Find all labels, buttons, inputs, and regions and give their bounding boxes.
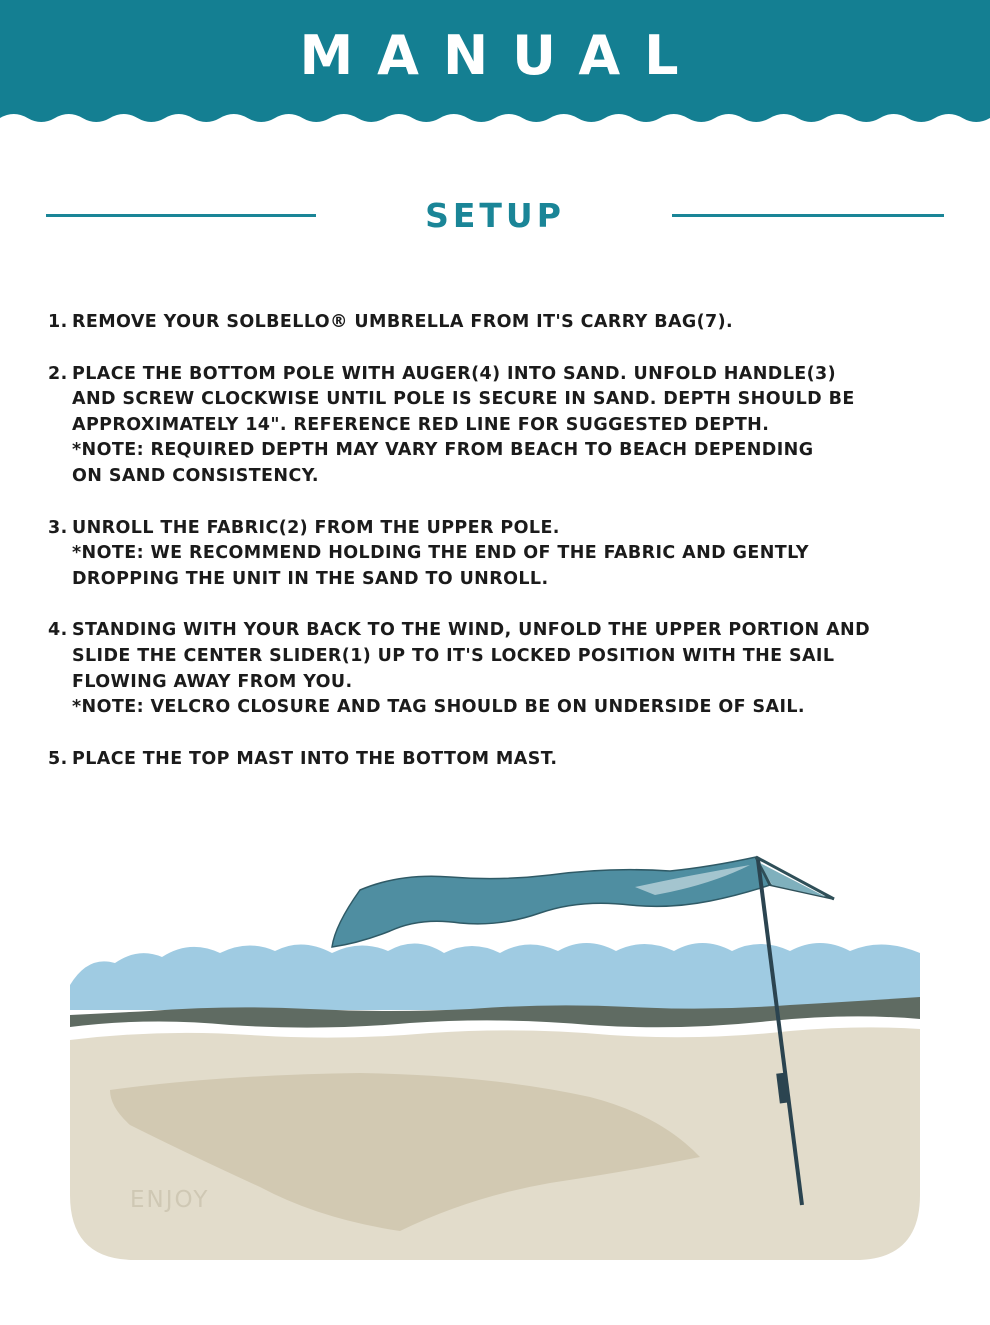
step-line: *NOTE: REQUIRED DEPTH MAY VARY FROM BEACH TO BEACH DEPENDING (72, 440, 814, 461)
cloud-band (70, 943, 920, 1010)
step-line: AND SCREW CLOCKWISE UNTIL POLE IS SECURE IN SAND. DEPTH SHOULD BE (72, 389, 855, 410)
step-line: UNROLL THE FABRIC(2) FROM THE UPPER POLE. (72, 517, 560, 538)
section-header (0, 190, 990, 240)
step-number: 1. (48, 312, 68, 332)
setup-steps-list (48, 310, 948, 798)
step-number: 5. (48, 748, 68, 769)
step-line: SLIDE THE CENTER SLIDER(1) UP TO IT'S LOCKED POSITION WITH THE SAIL (72, 645, 835, 666)
step-text (72, 747, 948, 773)
setup-step (48, 618, 948, 720)
sail-fabric (332, 857, 770, 947)
page-header (0, 0, 990, 140)
step-line: ON SAND CONSISTENCY. (72, 465, 319, 486)
step-line: REMOVE YOUR SOLBELLO® UMBRELLA FROM IT'S CARRY BAG(7). (72, 312, 734, 332)
step-line: PLACE THE TOP MAST INTO THE BOTTOM MAST. (72, 748, 558, 769)
page-title: MANUAL (299, 24, 703, 87)
setup-step (48, 516, 948, 593)
step-line: STANDING WITH YOUR BACK TO THE WIND, UNFOLD THE UPPER PORTION AND (72, 620, 870, 641)
step-number: 4. (48, 620, 68, 641)
step-line: *NOTE: WE RECOMMEND HOLDING THE END OF THE FABRIC AND GENTLY (72, 543, 809, 564)
step-line: *NOTE: VELCRO CLOSURE AND TAG SHOULD BE ON UNDERSIDE OF SAIL. (72, 697, 805, 718)
step-text (72, 516, 948, 593)
setup-step (48, 310, 948, 336)
enjoy-caption: ENJOY (130, 1187, 210, 1213)
step-text (72, 362, 948, 490)
divider-right (672, 214, 944, 217)
step-text (72, 618, 948, 720)
setup-step (48, 362, 948, 490)
step-number: 3. (48, 517, 68, 538)
step-line: FLOWING AWAY FROM YOU. (72, 671, 353, 692)
section-title: SETUP (425, 196, 565, 235)
step-line: PLACE THE BOTTOM POLE WITH AUGER(4) INTO SAND. UNFOLD HANDLE(3) (72, 363, 837, 384)
step-number: 2. (48, 363, 68, 384)
step-line: APPROXIMATELY 14". REFERENCE RED LINE FOR SUGGESTED DEPTH. (72, 414, 770, 435)
step-text (72, 310, 948, 336)
beach-umbrella-illustration (70, 835, 920, 1260)
step-line: DROPPING THE UNIT IN THE SAND TO UNROLL. (72, 568, 549, 589)
setup-step (48, 747, 948, 773)
